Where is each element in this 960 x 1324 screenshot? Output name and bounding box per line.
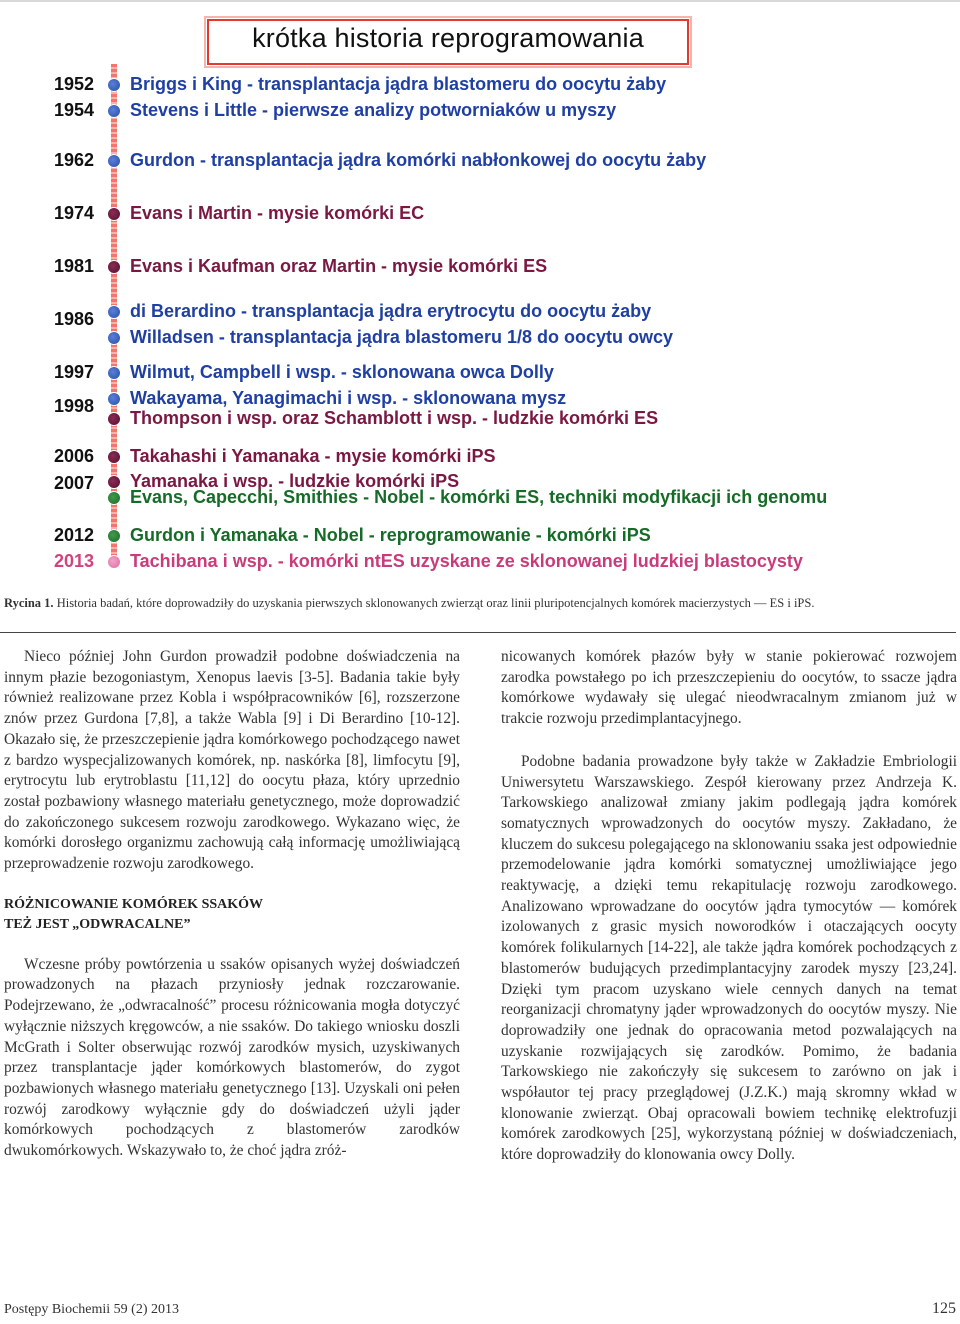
section-heading-line-2: TEŻ JEST „ODWRACALNE”: [4, 916, 191, 932]
timeline-event: Briggs i King - transplantacja jądra blastomeru do oocytu żaby: [130, 74, 667, 94]
timeline-year: 1997: [54, 362, 95, 382]
timeline-dot: [107, 154, 121, 168]
timeline-dot: [107, 305, 121, 319]
timeline-dot: [107, 491, 121, 505]
timeline-event: Wilmut, Campbell i wsp. - sklonowana owca Dolly: [130, 362, 554, 382]
timeline-dot: [107, 475, 121, 489]
right-paragraph-2: Podobne badania prowadzone były także w Zakładzie Embriologii Uniwersytetu Warszawskiego. Zespół kierowany przez Andrzeja K. Tarkowskiego analizował zmiany jakim podlegają jądra komórek somatycznych wprowadzonych do oocytów myszy. Zakładano, że kluczem do sukcesu polegającego na sklonowaniu ssaka jest odpowiednie przemodelowanie jądra komórki somatycznej umożliwiające jego reaktywację, a dzięki temu rekapitulację rozwoju zarodkowego. Analizowano wprowadzane do oocytów jądra tymocytów — komórek izolowanych z grasic mysich noworodków i otaczających oocyty komórek folikularnych [14-22], ale także jądra komórek pochodzących z blastomerów budujących przedimplantacyjny zarodek myszy [23,24]. Dzięki tym pracom uzyskano wiele cennych danych na temat reorganizacji chromatyny jąder wprowadzonych do oocytów myszy. Nie doprowadziły one jednak do opracowania metod pozwalających na uzyskanie rozwijających się zarodków. Pomimo, że badania Tarkowskiego nie zakończyły się sukcesem to zarówno on jak i współautor tej pracy przeglądowej (J.Z.K.) mają skromny wkład w klonowanie zwierząt. Obaj opracowali bowiem technikę elektrofuzji komórek zarodkowych [25], wykorzystaną później w doświadczeniach, które doprowadziły do klonowania owcy Dolly.: [501, 752, 957, 1164]
timeline-event: Gurdon - transplantacja jądra komórki nabłonkowej do oocytu żaby: [130, 150, 707, 170]
timeline-event: Takahashi i Yamanaka - mysie komórki iPS: [130, 446, 496, 466]
timeline-event: Stevens i Little - pierwsze analizy potworniaków u myszy: [130, 100, 617, 120]
figure-title: krótka historia reprogramowania: [252, 23, 644, 53]
timeline-year: 1998: [54, 396, 95, 416]
timeline-dot: [107, 331, 121, 345]
timeline-year: 2013: [54, 551, 95, 571]
caption-separator: [0, 632, 956, 633]
timeline-dot: [107, 260, 121, 274]
timeline-year: 1986: [54, 309, 95, 329]
timeline-year: 1974: [54, 203, 95, 223]
timeline-dot: [107, 104, 121, 118]
figure-title-banner: [207, 19, 689, 65]
timeline-year: 2012: [54, 525, 95, 545]
timeline-year: 1954: [54, 100, 95, 120]
timeline-event: Evans i Martin - mysie komórki EC: [130, 203, 425, 223]
timeline-dot: [107, 412, 121, 426]
timeline-event: Tachibana i wsp. - komórki ntES uzyskane ze sklonowanej ludzkiej blastocysty: [130, 551, 803, 571]
section-heading: [4, 895, 460, 935]
timeline-event: di Berardino - transplantacja jądra erytrocytu do oocytu żaby: [130, 301, 652, 321]
section-heading-line-1: RÓŻNICOWANIE KOMÓREK SSAKÓW: [4, 896, 264, 912]
right-paragraph-1: nicowanych komórek płazów były w stanie pokierować rozwojem zarodka powstałego po ich przeszczepieniu do oocytów, to ssacze jądra komórkowe wydawały się ulegać nieodwracalnym zmianom już w trakcie rozwoju przedimplantacyjnego.: [501, 648, 957, 728]
timeline-event: Yamanaka i wsp. - ludzkie komórki iPS: [130, 471, 460, 491]
timeline-dot: [107, 207, 121, 221]
timeline-event: Evans i Kaufman oraz Martin - mysie komórki ES: [130, 256, 548, 276]
timeline-event: Gurdon i Yamanaka - Nobel - reprogramowanie - komórki iPS: [130, 525, 651, 545]
figure-caption: [4, 596, 956, 611]
timeline-dot: [107, 555, 121, 569]
caption-label: Rycina 1.: [4, 596, 54, 610]
timeline-event: Evans, Capecchi, Smithies - Nobel - komórki ES, techniki modyfikacji ich genomu: [130, 487, 828, 507]
top-rule: [0, 0, 960, 2]
timeline-event: Willadsen - transplantacja jądra blastomeru 1/8 do oocytu owcy: [130, 327, 673, 347]
page-number: 125: [932, 1300, 956, 1317]
timeline-year: 2006: [54, 446, 95, 466]
journal-footer: Postępy Biochemii 59 (2) 2013: [4, 1302, 179, 1317]
caption-text: Historia badań, które doprowadziły do uzyskania pierwszych sklonowanych zwierząt oraz linii pluripotencjalnych komórek macierzystych — ES i iPS.: [56, 596, 815, 610]
timeline-dot: [107, 366, 121, 380]
timeline-year: 1962: [54, 150, 95, 170]
timeline-event: Wakayama, Yanagimachi i wsp. - sklonowana mysz: [130, 388, 567, 408]
timeline-year: 1952: [54, 74, 95, 94]
timeline-year: 2007: [54, 473, 95, 493]
left-paragraph-1: Nieco później John Gurdon prowadził podobne doświadczenia na innym płazie bezogoniastym, Xenopus laevis [3-5]. Badania takie były również realizowane przez Kobla i współpracowników [6], rozszerzone znów przez Gurdona [7,8], a także Wabla [9] i Di Berardino [10-12]. Okazało się, że przeszczepienie jądra komórkowego pochodzącego nawet z bardzo wyspecjalizowanych komórek, np. naskórka [8], limfocytu [9], erytrocytu lub erytroblastu [11,12] do oocytu płaza, który uprzednio został pozbawiony własnego materiału genetycznego, może doprowadzić do zakończonego sukcesem rozwoju zarodkowego. Wykazano więc, że komórki dorosłego organizmu zachowują całą informację umożliwiającą przeprowadzenie rozwoju zarodkowego.: [4, 648, 460, 873]
left-column: [4, 647, 460, 1162]
timeline-dot: [107, 529, 121, 543]
timeline-dot: [107, 450, 121, 464]
timeline-event: Thompson i wsp. oraz Schamblott i wsp. - ludzkie komórki ES: [130, 408, 659, 428]
timeline-dot: [107, 392, 121, 406]
timeline-dot: [107, 78, 121, 92]
timeline-year: 1981: [54, 256, 95, 276]
left-paragraph-2: Wczesne próby powtórzenia u ssaków opisanych wyżej doświadczeń prowadzonych na płazach przyniosły jednak rozczarowanie. Podejrzewano, że „odwracalność” procesu różnicowania mogła dotyczyć wyłącznie niższych kręgowców, a nie ssaków. Do takiego wniosku doszli McGrath i Solter obserwując rozwój zarodków mysich, uzyskiwanych przez transplantacje jąder komórkowych blastomerów, do zygot pozbawionych własnego materiału genetycznego [13]. Uzyskali oni pełen rozwój zarodkowy wyłącznie gdy do doświadczeń użyli jąder komórkowych pochodzących z blastomerów zarodków dwukomórkowych. Wskazywało to, że choć jądra zróż-: [4, 955, 460, 1160]
right-column: [501, 647, 957, 1166]
